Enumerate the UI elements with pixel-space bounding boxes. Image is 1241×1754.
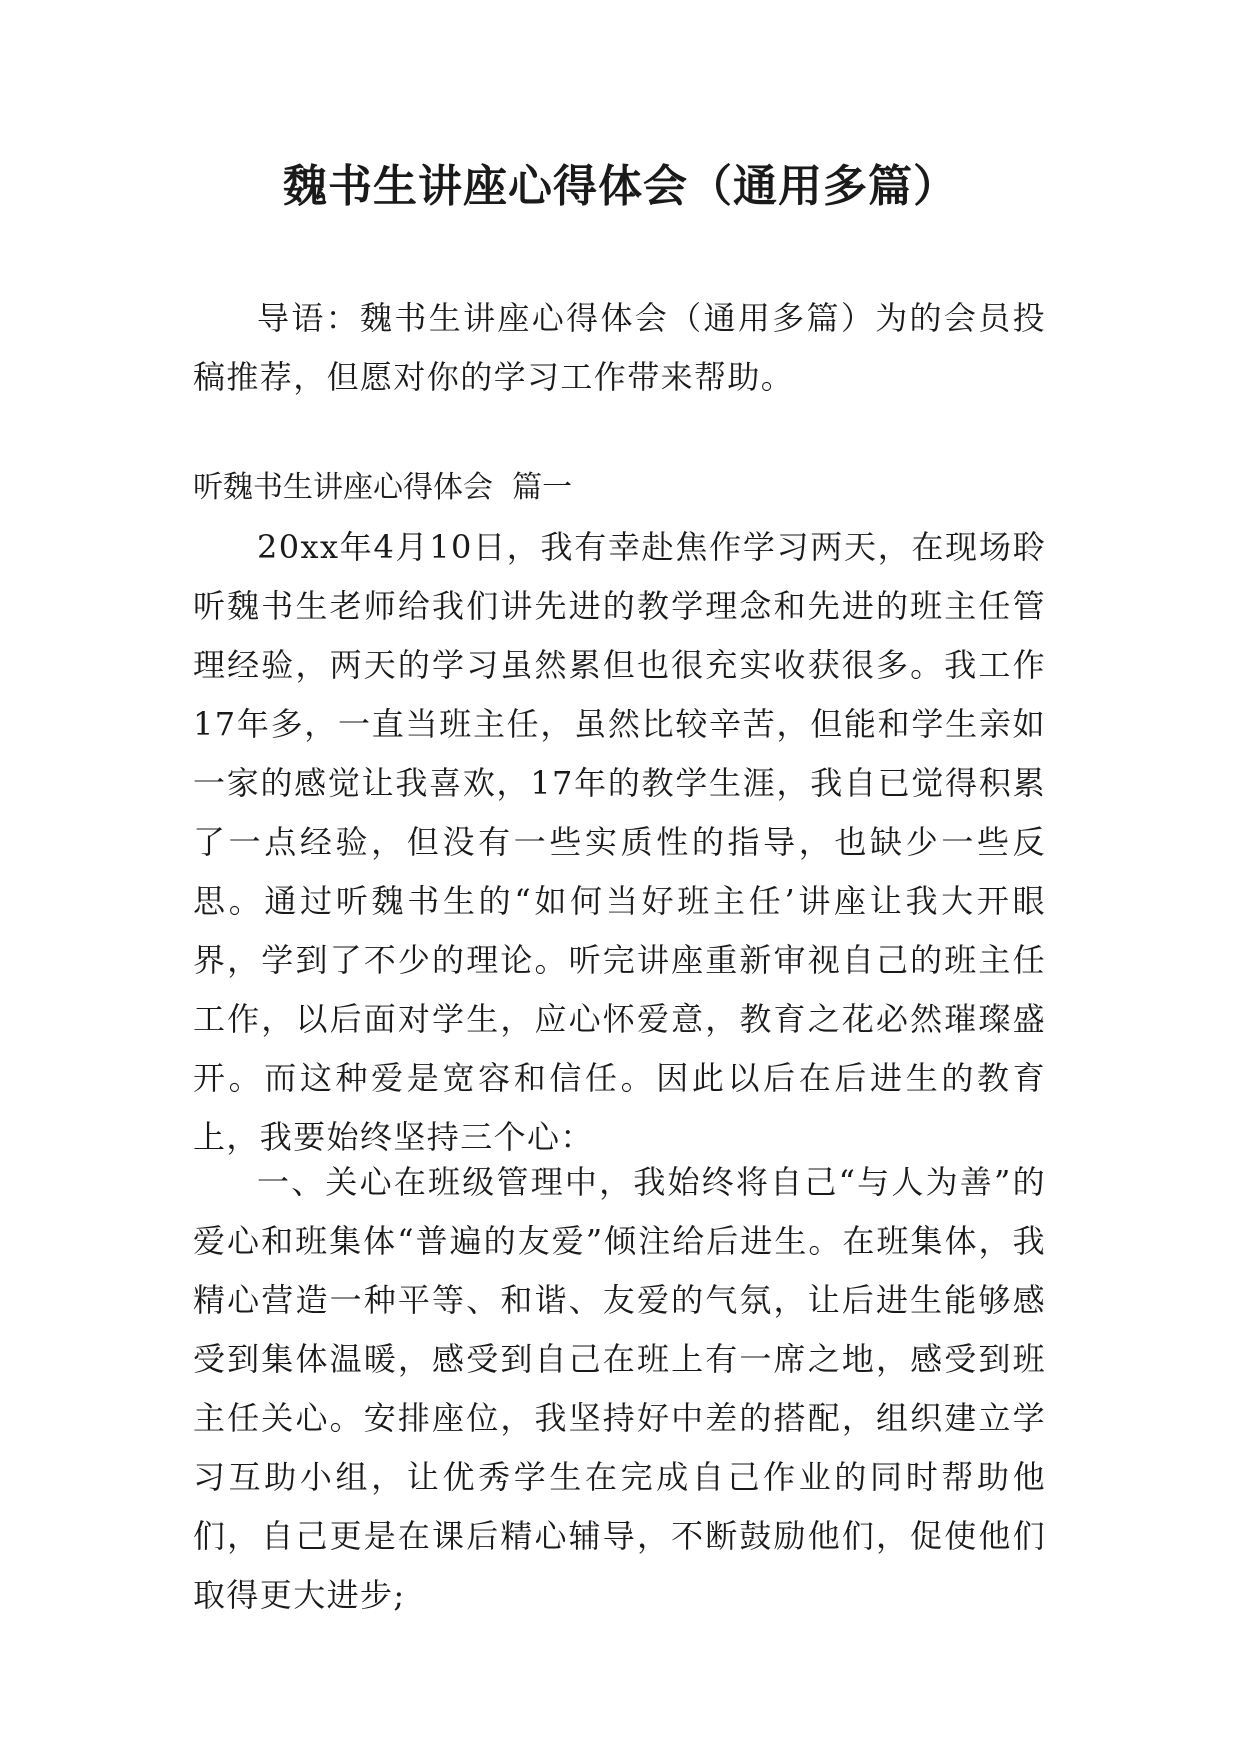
intro-paragraph: 导语：魏书生讲座心得体会（通用多篇）为的会员投稿推荐，但愿对你的学习工作带来帮助。	[193, 299, 1046, 396]
document-title: 魏书生讲座心得体会（通用多篇）	[283, 161, 958, 212]
body-paragraph: 一、关心在班级管理中，我始终将自己“与人为善”的爱心和班集体“普遍的友爱”倾注给后进生。在班集体，我精心营造一种平等、和谐、友爱的气氛，让后进生能够感受到集体温暖，感受到自己在班上有一席之地，感受到班主任关心。安排座位，我坚持好中差的搭配，组织建立学习互助小组，让优秀学生在完成自己作业的同时帮助他们，自己更是在课后精心辅导，不断鼓励他们，促使他们取得更大进步;	[193, 1163, 1046, 1614]
body-paragraph: 20xx年4月10日，我有幸赴焦作学习两天，在现场聆听魏书生老师给我们讲先进的教学理念和先进的班主任管理经验，两天的学习虽然累但也很充实收获很多。我工作17年多，一直当班主任，虽然比较辛苦，但能和学生亲如一家的感觉让我喜欢，17年的教学生涯，我自已觉得积累了一点经验，但没有一些实质性的指导，也缺少一些反思。通过听魏书生的“如何当好班主任’讲座让我大开眼界，学到了不少的理论。听完讲座重新审视自己的班主任工作，以后面对学生，应心怀爱意，教育之花必然璀璨盛开。而这种爱是宽容和信任。因此以后在后进生的教育上，我要始终坚持三个心：	[193, 528, 1046, 1156]
section-heading: 听魏书生讲座心得体会 篇一	[193, 470, 573, 505]
